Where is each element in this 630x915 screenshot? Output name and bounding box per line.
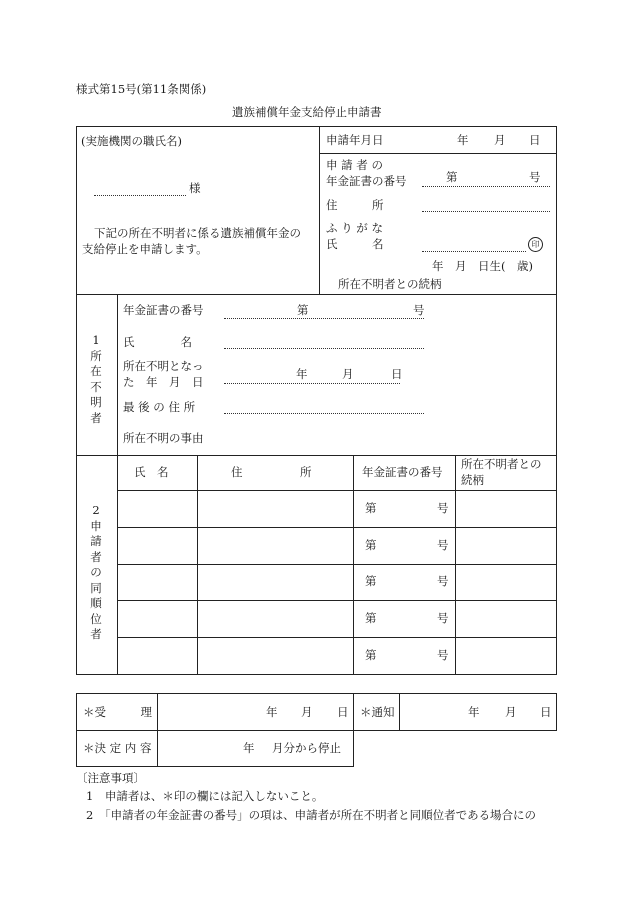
column-header-address: 住 所	[231, 465, 312, 479]
notice-year: 年	[468, 705, 480, 719]
row5-dai: 第	[365, 648, 377, 662]
notice-month: 月	[505, 705, 517, 719]
column-header-cert: 年金証書の番号	[362, 465, 443, 479]
receipt-label: ＊受 理	[83, 705, 152, 719]
applicant-birth: 年 月 日生( 歳)	[432, 259, 533, 273]
note-item-2: 2 「申請者の年金証書の番号」の項は、申請者が所在不明者と同順位者である場合にの	[86, 808, 537, 822]
receipt-day: 日	[337, 705, 349, 719]
notice-label: ＊通知	[360, 705, 395, 719]
missing-cert-dai: 第	[297, 303, 309, 317]
applicant-cert-dai: 第	[446, 170, 458, 184]
applicant-name-field[interactable]	[422, 251, 526, 252]
application-date-label: 申請年月日	[326, 133, 384, 147]
application-day: 日	[529, 133, 541, 147]
seal-mark-icon: 印	[528, 237, 543, 252]
row5-go: 号	[437, 648, 449, 662]
request-text-line1: 下記の所在不明者に係る遺族補償年金の	[94, 226, 301, 240]
missing-cert-label: 年金証書の番号	[123, 303, 204, 317]
missing-date-label-2: た 年 月 日	[123, 375, 204, 389]
row3-go: 号	[437, 574, 449, 588]
row2-dai: 第	[365, 538, 377, 552]
official-name-field[interactable]	[94, 195, 186, 196]
application-year: 年	[457, 133, 469, 147]
decision-year: 年	[243, 741, 255, 755]
form-number: 様式第15号(第11条関係)	[76, 82, 207, 96]
row4-go: 号	[437, 611, 449, 625]
form-title: 遺族補償年金支給停止申請書	[232, 105, 382, 119]
missing-name-field[interactable]	[224, 348, 424, 349]
missing-cert-go: 号	[413, 303, 425, 317]
missing-cert-field[interactable]	[224, 318, 424, 319]
applicant-address-label: 住 所	[326, 198, 384, 212]
missing-day: 日	[391, 367, 403, 381]
row1-go: 号	[437, 501, 449, 515]
column-header-name: 氏 名	[134, 465, 169, 479]
missing-date-field[interactable]	[224, 383, 400, 384]
note-item-1: 1 申請者は、＊印の欄には記入しないこと。	[86, 789, 324, 803]
last-address-label: 最 後 の 住 所	[123, 400, 196, 414]
section1-vertical-label: 1所在不明者	[90, 333, 102, 425]
row2-go: 号	[437, 538, 449, 552]
missing-name-label: 氏 名	[123, 335, 192, 349]
column-header-relation-2: 続柄	[461, 473, 484, 487]
sama-label: 様	[189, 181, 201, 195]
row1-dai: 第	[365, 501, 377, 515]
receipt-year: 年	[266, 705, 278, 719]
row3-dai: 第	[365, 574, 377, 588]
missing-year: 年	[296, 367, 308, 381]
receipt-month: 月	[301, 705, 313, 719]
applicant-cert-label-2: 年金証書の番号	[326, 174, 407, 188]
applicant-cert-field[interactable]	[422, 186, 550, 187]
notice-day: 日	[540, 705, 552, 719]
column-header-relation-1: 所在不明者との	[461, 457, 542, 471]
row4-dai: 第	[365, 611, 377, 625]
notes-heading: 〔注意事項〕	[76, 771, 145, 785]
request-text-line2: 支給停止を申請します。	[82, 242, 208, 256]
missing-month: 月	[342, 367, 354, 381]
applicant-cert-go: 号	[529, 170, 541, 184]
section2-vertical-label: 2申請者の同順位者	[90, 503, 102, 641]
official-title-label: (実施機関の職氏名)	[81, 134, 182, 148]
missing-date-label-1: 所在不明となっ	[123, 359, 204, 373]
decision-label: ＊決 定 内 容	[83, 741, 152, 755]
relationship-label: 所在不明者との続柄	[338, 277, 442, 291]
decision-stop-text: 月分から停止	[272, 741, 341, 755]
applicant-address-field[interactable]	[422, 211, 550, 212]
furigana-label: ふ り が な	[326, 221, 383, 235]
applicant-cert-label-1: 申 請 者 の	[326, 158, 383, 172]
application-month: 月	[494, 133, 506, 147]
applicant-name-label: 氏 名	[326, 237, 384, 251]
missing-reason-label: 所在不明の事由	[123, 431, 204, 445]
last-address-field[interactable]	[224, 413, 424, 414]
